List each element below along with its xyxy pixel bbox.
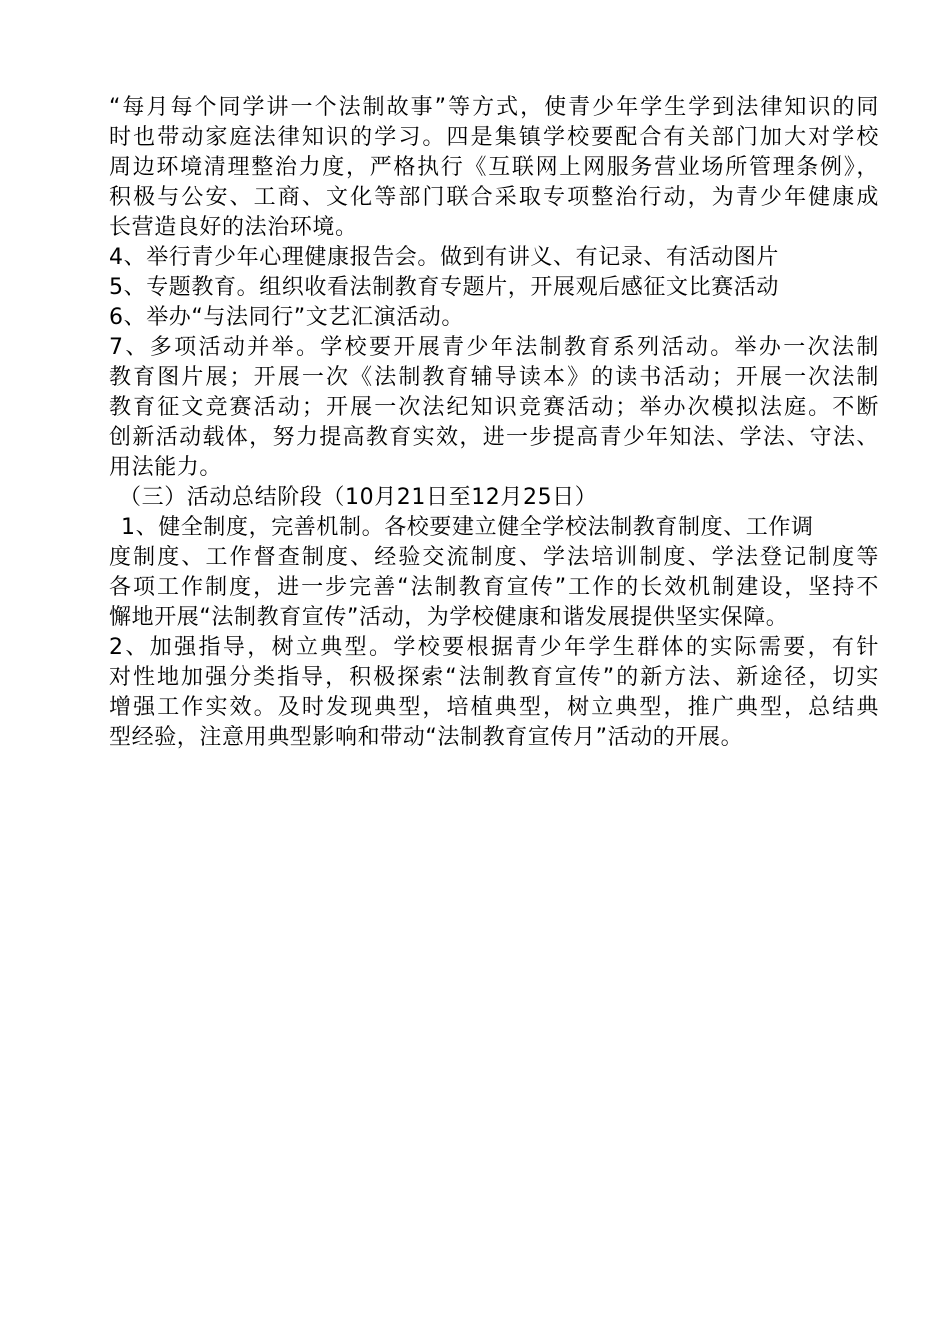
summary-item-1: 1、健全制度，完善机制。各校要建立健全学校法制教育制度、工作调 <box>121 515 814 540</box>
list-item-6: 6、举办“与法同行”文艺汇演活动。 <box>109 305 464 330</box>
paragraph-line: 教育征文竞赛活动；开展一次法纪知识竞赛活动；举办次模拟法庭。不断 <box>109 395 879 420</box>
document-body <box>109 93 879 753</box>
paragraph-line: 周边环境清理整治力度，严格执行《互联网上网服务营业场所管理条例》， <box>109 155 879 180</box>
paragraph-line: 教育图片展；开展一次《法制教育辅导读本》的读书活动；开展一次法制 <box>109 365 879 390</box>
paragraph-line: 增强工作实效。及时发现典型，培植典型，树立典型，推广典型，总结典 <box>109 695 879 720</box>
paragraph-line: 懈地开展“法制教育宣传”活动，为学校健康和谐发展提供坚实保障。 <box>109 605 789 630</box>
paragraph-line: 积极与公安、工商、文化等部门联合采取专项整治行动，为青少年健康成 <box>109 185 879 210</box>
paragraph-line: 用法能力。 <box>109 455 223 480</box>
paragraph-line: 创新活动载体，努力提高教育实效，进一步提高青少年知法、学法、守法、 <box>109 425 879 450</box>
list-item-7: 7、多项活动并举。学校要开展青少年法制教育系列活动。举办一次法制 <box>109 335 879 360</box>
paragraph-line: 度制度、工作督查制度、经验交流制度、学法培训制度、学法登记制度等 <box>109 545 879 570</box>
section-heading: （三）活动总结阶段（10月21日至12月25日） <box>119 485 598 510</box>
paragraph-line: 长营造良好的法治环境。 <box>109 215 358 240</box>
paragraph-line: “每月每个同学讲一个法制故事”等方式，使青少年学生学到法律知识的同 <box>109 95 879 120</box>
list-item-4: 4、举行青少年心理健康报告会。做到有讲义、有记录、有活动图片 <box>109 245 779 270</box>
list-item-5: 5、专题教育。组织收看法制教育专题片，开展观后感征文比赛活动 <box>109 275 779 300</box>
paragraph-line: 对性地加强分类指导，积极探索“法制教育宣传”的新方法、新途径，切实 <box>109 665 879 690</box>
summary-item-2: 2、加强指导，树立典型。学校要根据青少年学生群体的实际需要，有针 <box>109 635 879 660</box>
paragraph-line: 时也带动家庭法律知识的学习。四是集镇学校要配合有关部门加大对学校 <box>109 125 879 150</box>
paragraph-line: 各项工作制度，进一步完善“法制教育宣传”工作的长效机制建设，坚持不 <box>109 575 879 600</box>
paragraph-line: 型经验，注意用典型影响和带动“法制教育宣传月”活动的开展。 <box>109 725 744 750</box>
